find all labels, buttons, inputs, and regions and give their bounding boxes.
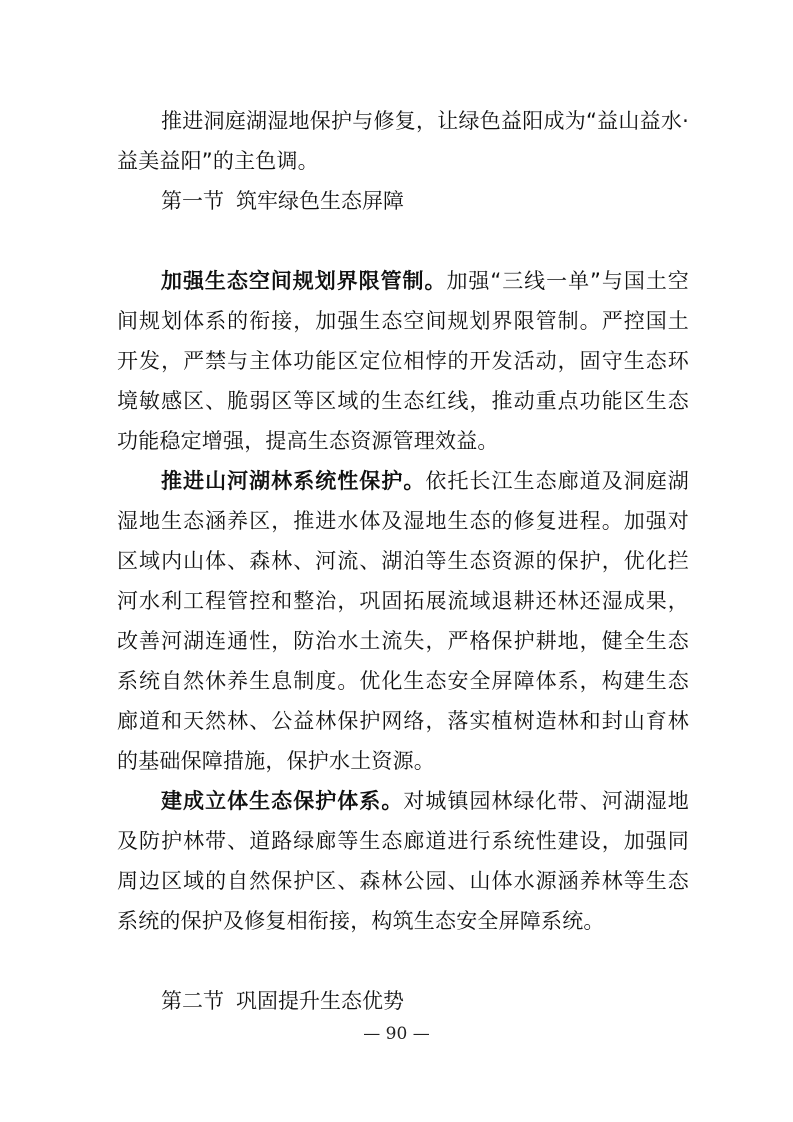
intro-paragraph bbox=[117, 101, 689, 181]
paragraph-2-lead: 推进山河湖林系统性保护。 bbox=[161, 469, 426, 493]
section-heading-1 bbox=[161, 181, 404, 221]
paragraph-1-lead: 加强生态空间规划界限管制。 bbox=[161, 269, 447, 293]
section-2-title: 巩固提升生态优势 bbox=[236, 989, 404, 1013]
section-2-number: 第二节 bbox=[161, 989, 224, 1013]
paragraph-1-body: 加强“三线一单”与国土空间规划体系的衔接，加强生态空间规划界限管制。严控国土开发，严禁与主体功能区定位相悖的开发活动，固守生态环境敏感区、脆弱区等区域的生态红线，推动重点功能区生态功能稳定增强，提高生态资源管理效益。 bbox=[117, 269, 689, 453]
section-1-number: 第一节 bbox=[161, 189, 224, 213]
paragraph-3-body: 对城镇园林绿化带、河湖湿地及防护林带、道路绿廊等生态廊道进行系统性建设，加强同周边区域的自然保护区、森林公园、山体水源涵养林等生态系统的保护及修复相衔接，构筑生态安全屏障系统。 bbox=[117, 789, 690, 933]
page-number: — 90 — bbox=[363, 1024, 430, 1044]
intro-text: 推进洞庭湖湿地保护与修复，让绿色益阳成为“益山益水·益美益阳”的主色调。 bbox=[117, 109, 689, 173]
paragraph-3d-protection bbox=[117, 781, 689, 941]
paragraph-3-lead: 建成立体生态保护体系。 bbox=[161, 789, 404, 813]
paragraph-system-protection bbox=[117, 461, 689, 781]
section-1-title: 筑牢绿色生态屏障 bbox=[236, 189, 404, 213]
paragraph-2-body: 依托长江生态廊道及洞庭湖湿地生态涵养区，推进水体及湿地生态的修复进程。加强对区域内山体、森林、河流、湖泊等生态资源的保护，优化拦河水利工程管控和整治，巩固拓展流域退耕还林还湿成果，改善河湖连通性，防治水土流失，严格保护耕地，健全生态系统自然休养生息制度。优化生态安全屏障体系，构建生态廊道和天然林、公益林保护网络，落实植树造林和封山育林的基础保障措施，保护水土资源。 bbox=[117, 469, 689, 773]
section-heading-2 bbox=[161, 981, 404, 1021]
paragraph-spatial-control bbox=[117, 261, 689, 461]
